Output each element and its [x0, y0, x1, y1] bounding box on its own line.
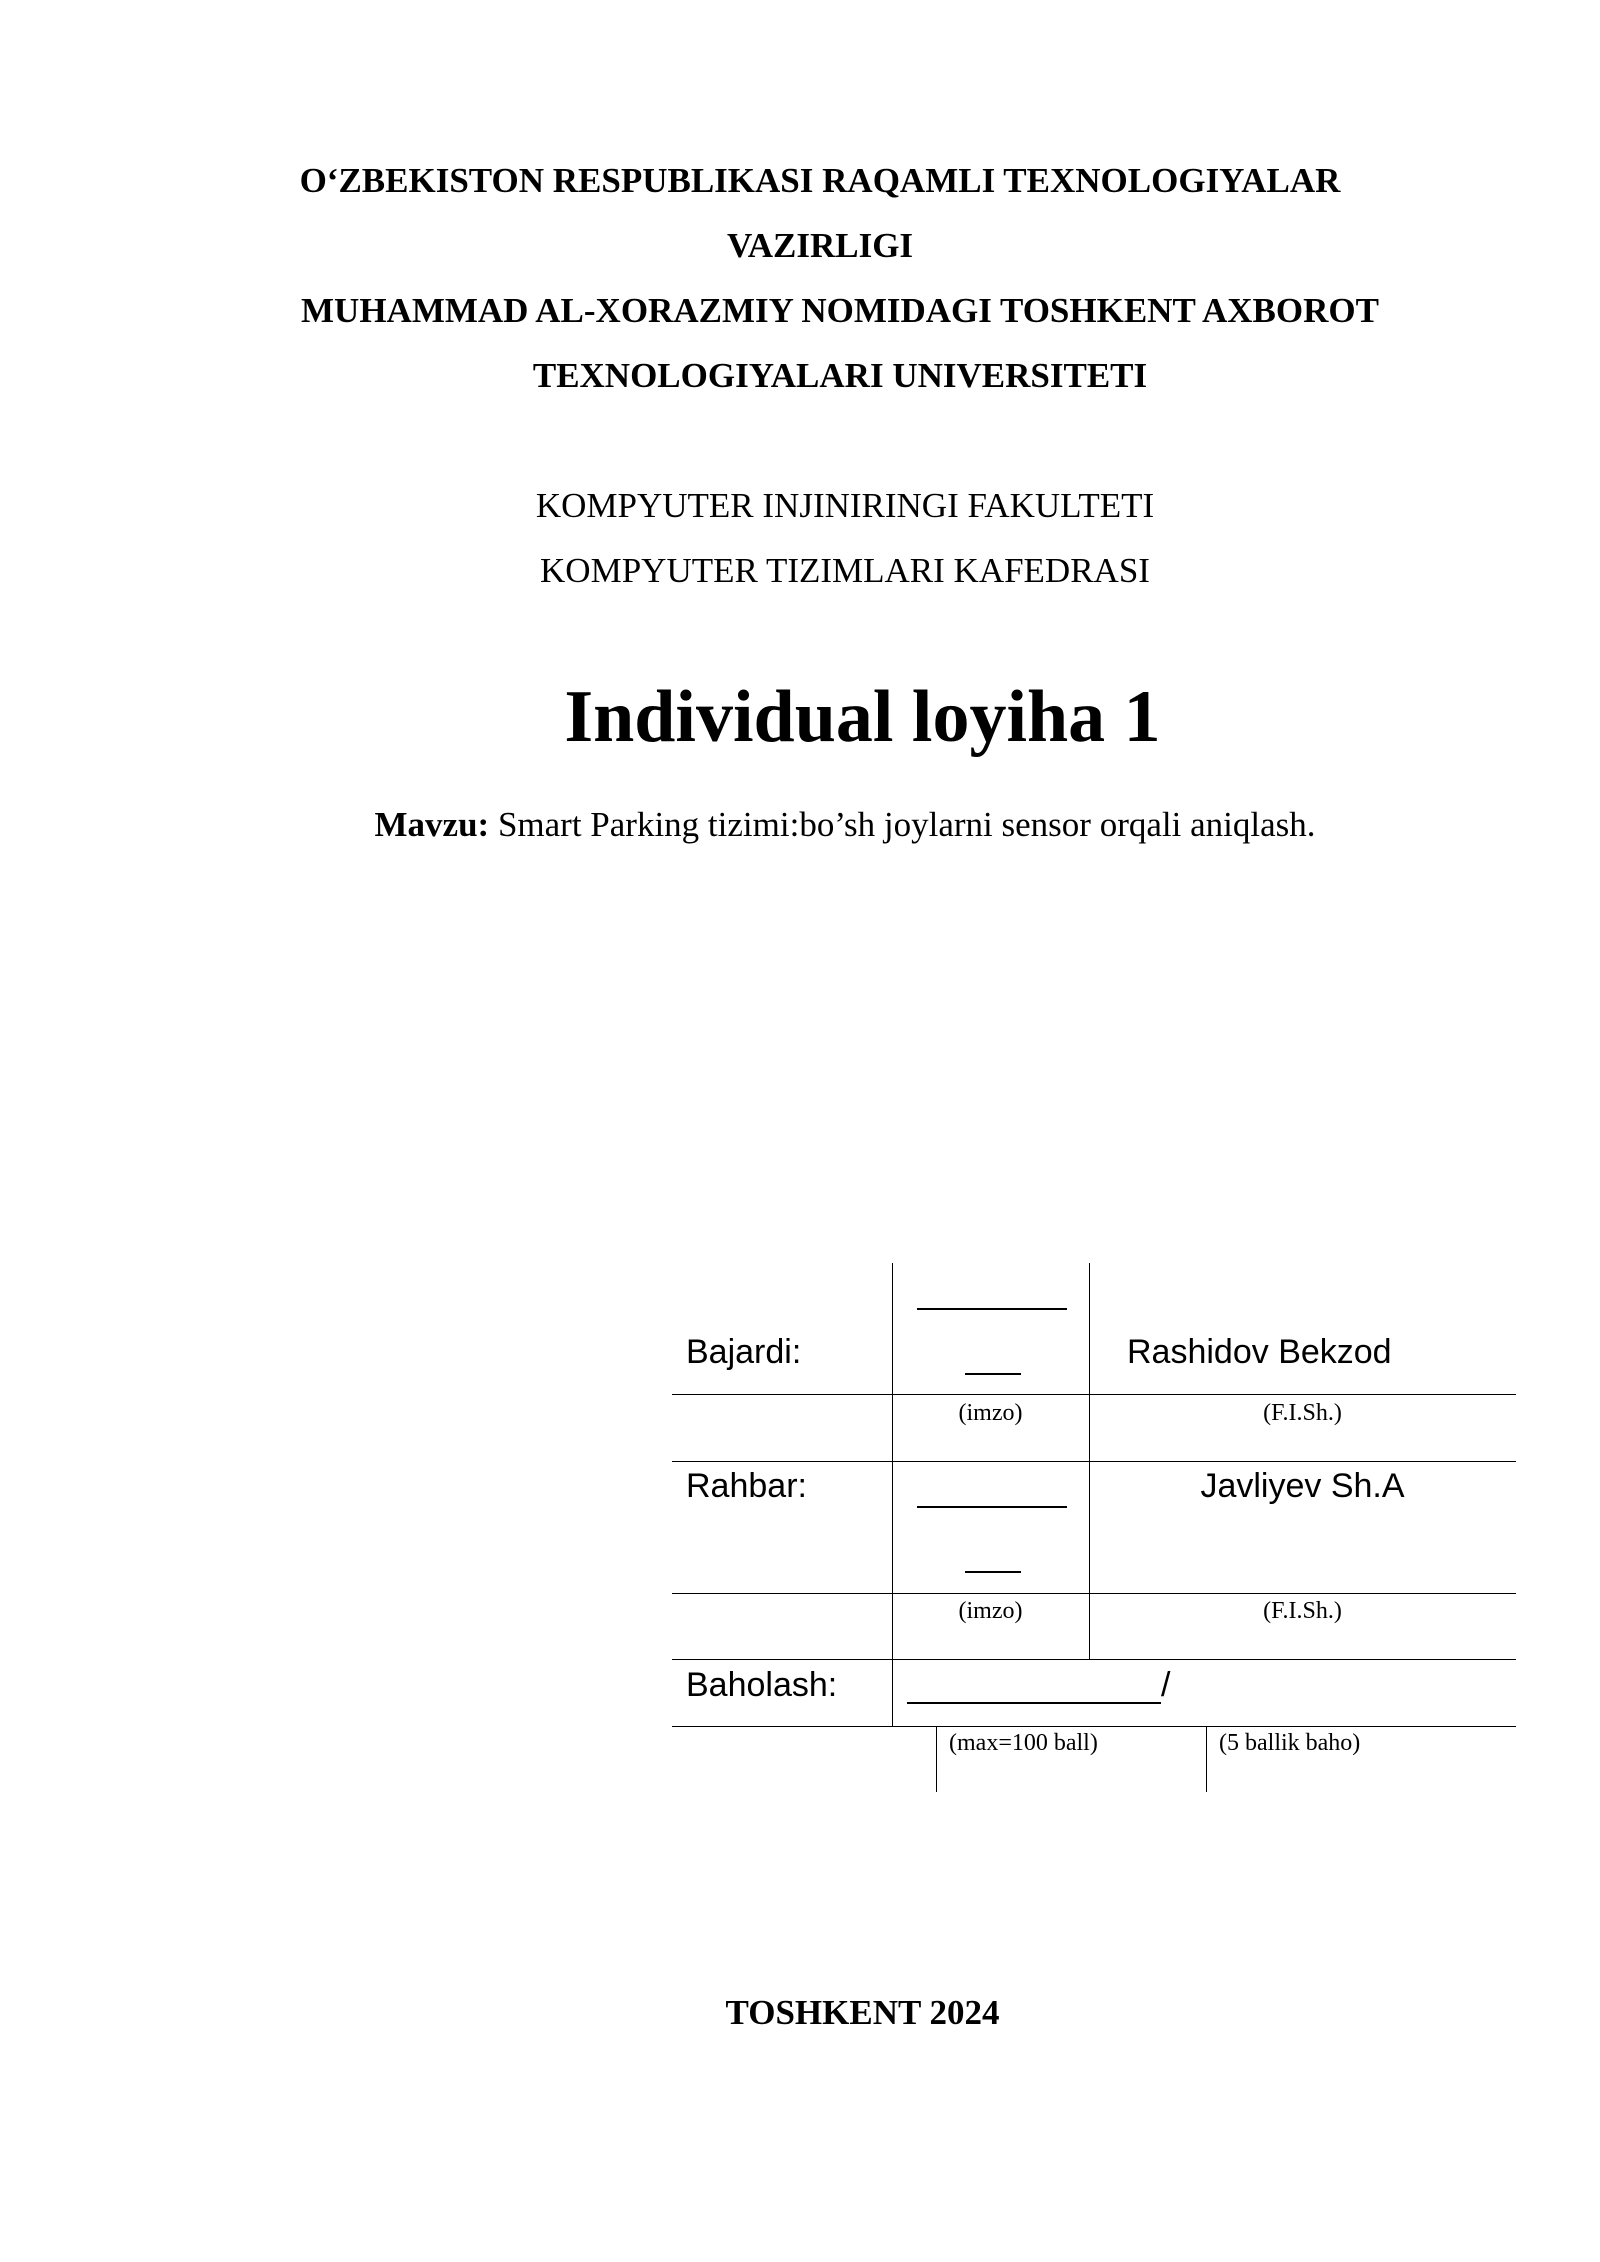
scale-caption: (5 ballik baho)	[1219, 1730, 1361, 1756]
max-score-caption: (max=100 ball)	[949, 1730, 1098, 1756]
university-name: MUHAMMAD AL-XORAZMIY NOMIDAGI TOSHKENT AXBOROT TEXNOLOGIYALARI UNIVERSITETI	[301, 291, 1379, 395]
performer-name: Rashidov Bekzod	[1127, 1333, 1392, 1371]
signature-blank	[965, 1373, 1021, 1375]
signature-blank	[917, 1506, 1067, 1508]
grade-blank	[907, 1702, 1161, 1704]
name-caption: (F.I.Sh.)	[1263, 1598, 1342, 1624]
faculty-name: KOMPYUTER INJINIRINGI FAKULTETI	[535, 486, 1155, 525]
table-rule	[672, 1461, 1516, 1462]
table-rule	[672, 1726, 1516, 1727]
performer-label: Bajardi:	[686, 1333, 802, 1371]
signature-caption: (imzo)	[958, 1598, 1023, 1624]
table-rule	[672, 1659, 1516, 1660]
signature-blank	[917, 1308, 1067, 1310]
document-title: Individual loyiha 1	[564, 676, 1161, 758]
city-year: TOSHKENT 2024	[725, 1993, 1000, 2032]
signature-caption: (imzo)	[958, 1400, 1023, 1426]
supervisor-label: Rahbar:	[686, 1467, 807, 1505]
ministry-name: O‘ZBEKISTON RESPUBLIKASI RAQAMLI TEXNOLOGIYALAR VAZIRLIGI	[299, 161, 1341, 265]
name-caption: (F.I.Sh.)	[1263, 1400, 1342, 1426]
table-rule	[672, 1593, 1516, 1594]
topic-label: Mavzu:	[374, 805, 490, 844]
table-rule	[1206, 1726, 1207, 1792]
table-rule	[936, 1726, 937, 1792]
topic-text: Smart Parking tizimi:bo’sh joylarni sensor orqali aniqlash.	[497, 805, 1316, 844]
signature-blank	[965, 1571, 1021, 1573]
chair-name: KOMPYUTER TIZIMLARI KAFEDRASI	[540, 551, 1150, 590]
grade-separator: /	[1161, 1666, 1171, 1704]
table-rule	[672, 1394, 1516, 1395]
supervisor-name: Javliyev Sh.A	[1200, 1467, 1405, 1505]
grade-label: Baholash:	[686, 1666, 838, 1704]
table-rule	[892, 1263, 893, 1726]
